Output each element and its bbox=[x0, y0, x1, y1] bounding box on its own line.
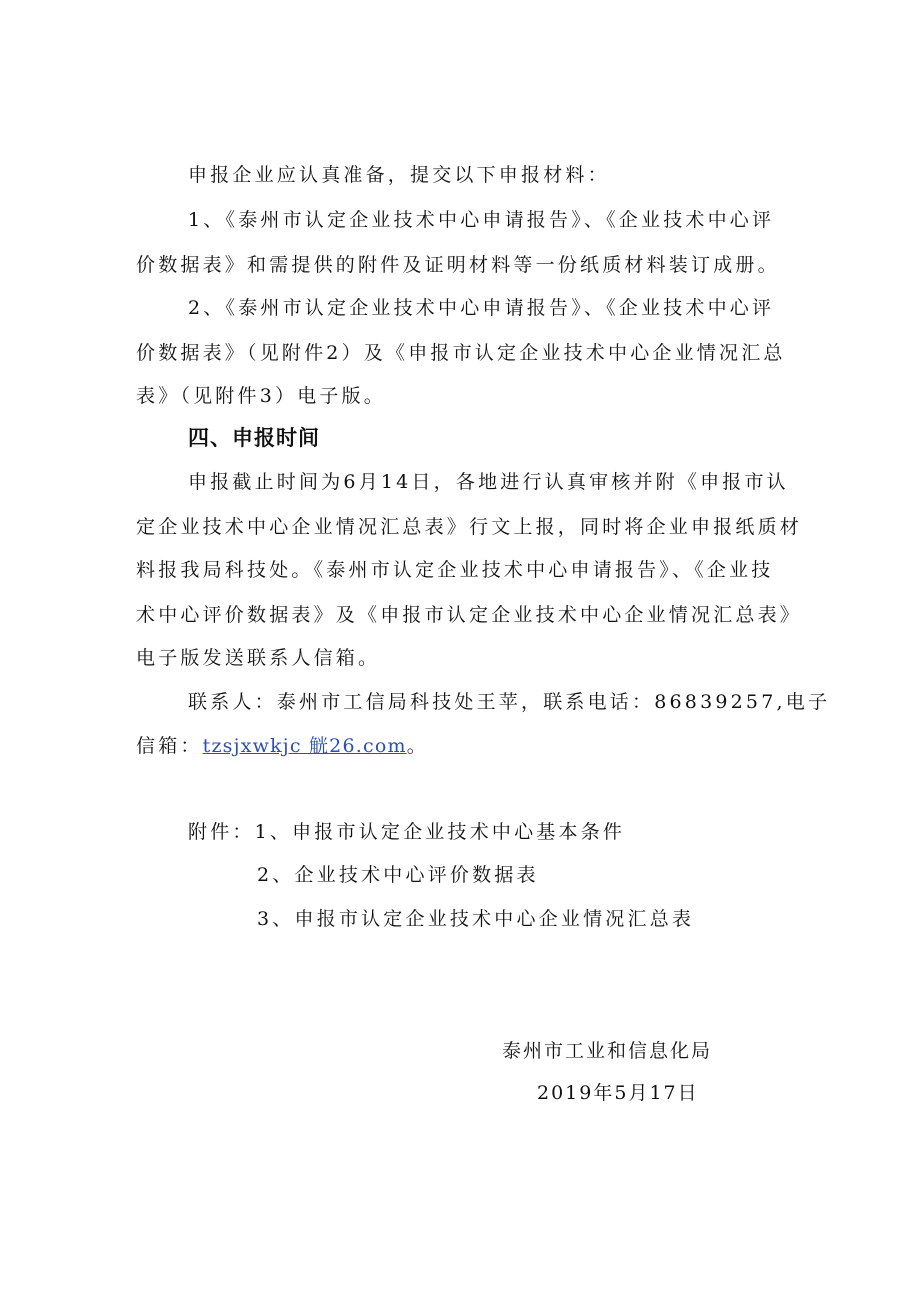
signature-date: 2019年5月17日 bbox=[537, 1082, 699, 1104]
materials-item1-line2: 价数据表》和需提供的附件及证明材料等一份纸质材料装订成册。 bbox=[136, 254, 780, 276]
contact-email-suffix: 。 bbox=[406, 735, 429, 757]
attachments-line1: 附件：1、申报市认定企业技术中心基本条件 bbox=[188, 821, 626, 843]
materials-item2-line1: 2、《泰州市认定企业技术中心申请报告》、《企业技术中心评 bbox=[188, 297, 775, 319]
contact-email-link[interactable]: tzsjxwkjc 觥26.com bbox=[202, 735, 407, 757]
signature-org: 泰州市工业和信息化局 bbox=[502, 1040, 713, 1062]
attachment-item3: 3、申报市认定企业技术中心企业情况汇总表 bbox=[257, 908, 695, 930]
section-heading-apply-time: 四、申报时间 bbox=[188, 426, 320, 450]
attachment-item2: 2、企业技术中心评价数据表 bbox=[257, 864, 539, 886]
deadline-line3: 料报我局科技处。《泰州市认定企业技术中心申请报告》、《企业技 bbox=[136, 559, 774, 581]
deadline-line4: 术中心评价数据表》及《申报市认定企业技术中心企业情况汇总表》 bbox=[136, 604, 803, 626]
materials-item2-line2: 价数据表》（见附件2）及《申报市认定企业技术中心企业情况汇总 bbox=[136, 342, 786, 364]
materials-item1-line1: 1、《泰州市认定企业技术中心申请报告》、《企业技术中心评 bbox=[188, 209, 775, 231]
contact-email-label: 信箱： bbox=[136, 735, 203, 757]
contact-line1: 联系人：泰州市工信局科技处王苹，联系电话：86839257,电子 bbox=[188, 691, 831, 713]
materials-item2-line3: 表》（见附件3）电子版。 bbox=[136, 385, 386, 407]
deadline-line2: 定企业技术中心企业情况汇总表》行文上报，同时将企业申报纸质材 bbox=[136, 516, 803, 538]
deadline-line5: 电子版发送联系人信箱。 bbox=[136, 647, 381, 669]
materials-intro: 申报企业应认真准备，提交以下申报材料： bbox=[188, 164, 610, 186]
contact-line2 bbox=[136, 734, 429, 758]
deadline-line1: 申报截止时间为6月14日，各地进行认真审核并附《申报市认 bbox=[188, 471, 789, 493]
